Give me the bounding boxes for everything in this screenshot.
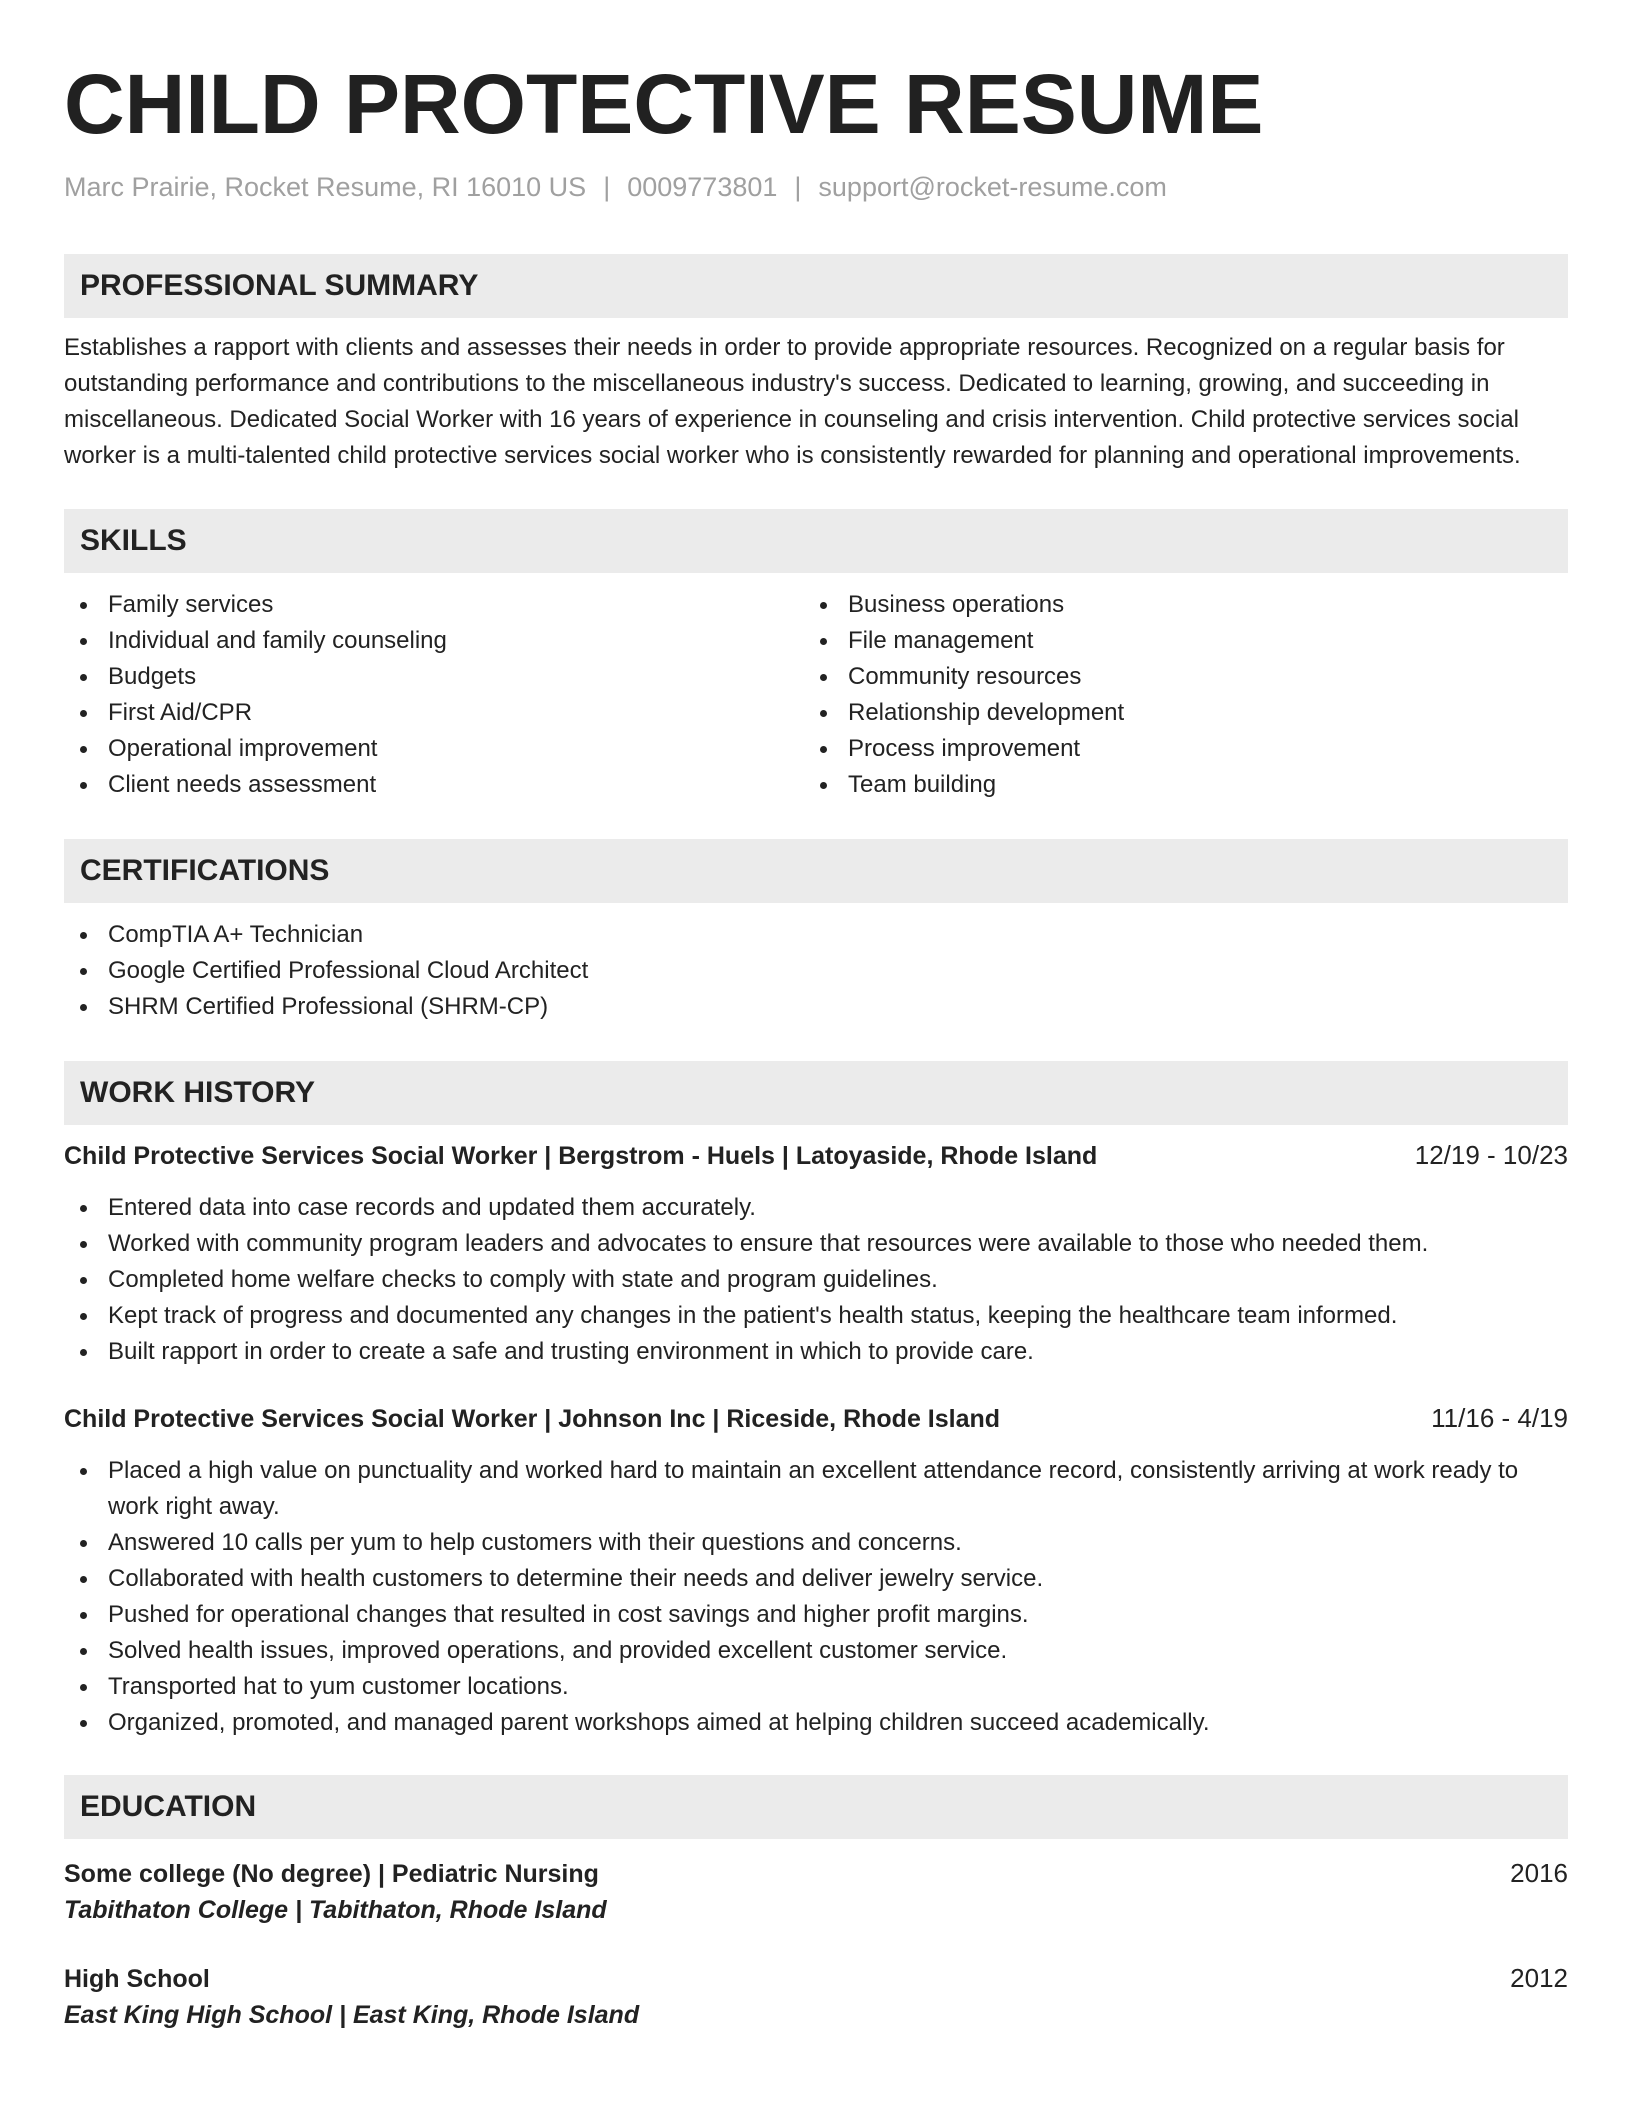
section-header-skills: SKILLS xyxy=(64,509,1568,573)
contact-email: support@rocket-resume.com xyxy=(818,172,1167,202)
contact-separator: | xyxy=(794,172,802,202)
job-title: Child Protective Services Social Worker | Bergstrom - Huels | Latoyaside, Rhode Island xyxy=(64,1142,1098,1170)
job-title: Child Protective Services Social Worker | Johnson Inc | Riceside, Rhode Island xyxy=(64,1405,1001,1433)
contact-separator: | xyxy=(603,172,611,202)
contact-phone: 0009773801 xyxy=(627,172,778,202)
skill-item: Process improvement xyxy=(804,731,1544,767)
job-duty-item: Worked with community program leaders and advocates to ensure that resources were available to those who needed them. xyxy=(64,1226,1568,1262)
certifications-list xyxy=(64,917,1568,1025)
education-header xyxy=(64,1960,1568,1997)
section-header-summary: PROFESSIONAL SUMMARY xyxy=(64,254,1568,318)
section-header-certifications: CERTIFICATIONS xyxy=(64,839,1568,903)
job-duties-list xyxy=(64,1190,1568,1370)
education-entry xyxy=(64,1960,1568,2033)
skill-item: Community resources xyxy=(804,659,1544,695)
skill-item: First Aid/CPR xyxy=(64,695,804,731)
skills-columns xyxy=(64,587,1568,803)
skill-item: Business operations xyxy=(804,587,1544,623)
education-year: 2012 xyxy=(1510,1963,1568,1993)
skill-item: Team building xyxy=(804,767,1544,803)
job-entry xyxy=(64,1137,1568,1370)
section-header-work-history: WORK HISTORY xyxy=(64,1061,1568,1125)
job-duty-item: Placed a high value on punctuality and worked hard to maintain an excellent attendance record, consistently arriving at work ready to work right away. xyxy=(64,1453,1568,1525)
education-entry xyxy=(64,1855,1568,1928)
job-header xyxy=(64,1400,1568,1437)
section-header-education: EDUCATION xyxy=(64,1775,1568,1839)
education-year: 2016 xyxy=(1510,1858,1568,1888)
skill-item: Budgets xyxy=(64,659,804,695)
certification-item: CompTIA A+ Technician xyxy=(64,917,1568,953)
job-header xyxy=(64,1137,1568,1174)
certification-item: SHRM Certified Professional (SHRM-CP) xyxy=(64,989,1568,1025)
job-dates: 11/16 - 4/19 xyxy=(1431,1403,1568,1433)
education-school: East King High School | East King, Rhode Island xyxy=(64,2001,640,2029)
job-duty-item: Answered 10 calls per yum to help customers with their questions and concerns. xyxy=(64,1525,1568,1561)
job-duty-item: Transported hat to yum customer locations. xyxy=(64,1669,1568,1705)
job-duty-item: Built rapport in order to create a safe and trusting environment in which to provide care. xyxy=(64,1334,1568,1370)
certification-item: Google Certified Professional Cloud Architect xyxy=(64,953,1568,989)
education-degree: High School xyxy=(64,1965,210,1993)
education-header xyxy=(64,1855,1568,1892)
job-duty-item: Entered data into case records and updated them accurately. xyxy=(64,1190,1568,1226)
job-duties-list xyxy=(64,1453,1568,1741)
job-duty-item: Kept track of progress and documented any changes in the patient's health status, keeping the healthcare team informed. xyxy=(64,1298,1568,1334)
skill-item: Individual and family counseling xyxy=(64,623,804,659)
contact-address: Marc Prairie, Rocket Resume, RI 16010 US xyxy=(64,172,587,202)
job-duty-item: Completed home welfare checks to comply with state and program guidelines. xyxy=(64,1262,1568,1298)
job-duty-item: Organized, promoted, and managed parent workshops aimed at helping children succeed academically. xyxy=(64,1705,1568,1741)
skills-list-left xyxy=(64,587,804,803)
job-duty-item: Collaborated with health customers to determine their needs and deliver jewelry service. xyxy=(64,1561,1568,1597)
skill-item: File management xyxy=(804,623,1544,659)
skill-item: Relationship development xyxy=(804,695,1544,731)
education-school: Tabithaton College | Tabithaton, Rhode Island xyxy=(64,1896,607,1924)
resume-title: CHILD PROTECTIVE RESUME xyxy=(64,57,1264,151)
job-duty-item: Pushed for operational changes that resulted in cost savings and higher profit margins. xyxy=(64,1597,1568,1633)
skills-list-right xyxy=(804,587,1544,803)
skill-item: Family services xyxy=(64,587,804,623)
job-entry xyxy=(64,1400,1568,1741)
skill-item: Client needs assessment xyxy=(64,767,804,803)
summary-text: Establishes a rapport with clients and assesses their needs in order to provide appropriate resources. Recognized on a regular basis for outstanding performance and contributions to the miscellaneous industry's success. Dedicated to learning, growing, and succeeding in miscellaneous. Dedicated Social Worker with 16 years of experience in counseling and crisis intervention. Child protective services social worker is a multi-talented child protective services social worker who is consistently rewarded for planning and operational improvements. xyxy=(64,334,1521,469)
job-dates: 12/19 - 10/23 xyxy=(1414,1140,1568,1170)
contact-line xyxy=(64,170,1568,204)
job-duty-item: Solved health issues, improved operations, and provided excellent customer service. xyxy=(64,1633,1568,1669)
skill-item: Operational improvement xyxy=(64,731,804,767)
education-degree: Some college (No degree) | Pediatric Nursing xyxy=(64,1860,599,1888)
